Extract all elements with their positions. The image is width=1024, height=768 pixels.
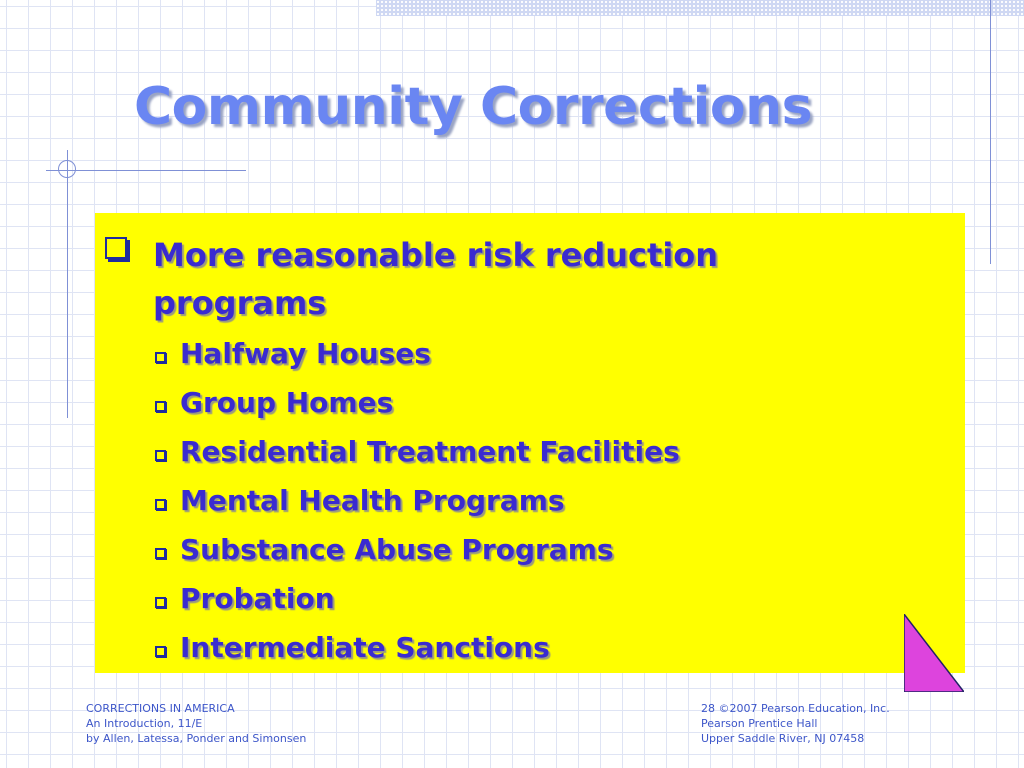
right-vertical-rule bbox=[990, 0, 991, 264]
sub-bullet-text: Residential Treatment Facilities bbox=[180, 434, 680, 468]
list-item bbox=[155, 427, 680, 476]
list-item bbox=[155, 623, 680, 672]
small-square-icon bbox=[155, 450, 166, 461]
footer-publisher-address: Upper Saddle River, NJ 07458 bbox=[701, 732, 865, 745]
sub-bullet-text: Group Homes bbox=[180, 385, 394, 419]
sub-bullet-text: Intermediate Sanctions bbox=[180, 630, 550, 664]
footer-left bbox=[86, 701, 306, 746]
main-bullet-item bbox=[105, 231, 865, 327]
small-square-icon bbox=[155, 548, 166, 559]
sub-bullet-text: Probation bbox=[180, 581, 335, 615]
footer-publisher: Pearson Prentice Hall bbox=[701, 717, 818, 730]
list-item bbox=[155, 525, 680, 574]
footer-book-title: CORRECTIONS IN AMERICA bbox=[86, 702, 235, 715]
small-square-icon bbox=[155, 597, 166, 608]
sub-bullet-text: Substance Abuse Programs bbox=[180, 532, 614, 566]
footer-authors: by Allen, Latessa, Ponder and Simonsen bbox=[86, 732, 307, 745]
sub-bullet-text: Halfway Houses bbox=[180, 336, 431, 370]
sub-bullet-list bbox=[155, 329, 680, 672]
triangle-icon bbox=[904, 614, 964, 692]
small-square-icon bbox=[155, 499, 166, 510]
small-square-icon bbox=[155, 352, 166, 363]
slide-title: Community Corrections bbox=[134, 77, 813, 137]
sub-bullet-text: Mental Health Programs bbox=[180, 483, 565, 517]
footer-page-copyright: 28 ©2007 Pearson Education, Inc. bbox=[701, 702, 890, 715]
list-item bbox=[155, 574, 680, 623]
crosshair-circle-icon bbox=[58, 160, 76, 178]
main-bullet-text: More reasonable risk reduction programs bbox=[153, 236, 719, 322]
footer-book-edition: An Introduction, 11/E bbox=[86, 717, 203, 730]
small-square-icon bbox=[155, 401, 166, 412]
footer-right bbox=[701, 701, 890, 746]
left-vertical-rule bbox=[67, 150, 68, 418]
title-underline-rule bbox=[46, 170, 246, 171]
top-decorative-band bbox=[376, 0, 1024, 16]
checkbox-icon bbox=[105, 237, 131, 263]
content-panel bbox=[95, 213, 965, 673]
list-item bbox=[155, 329, 680, 378]
list-item bbox=[155, 476, 680, 525]
list-item bbox=[155, 378, 680, 427]
small-square-icon bbox=[155, 646, 166, 657]
